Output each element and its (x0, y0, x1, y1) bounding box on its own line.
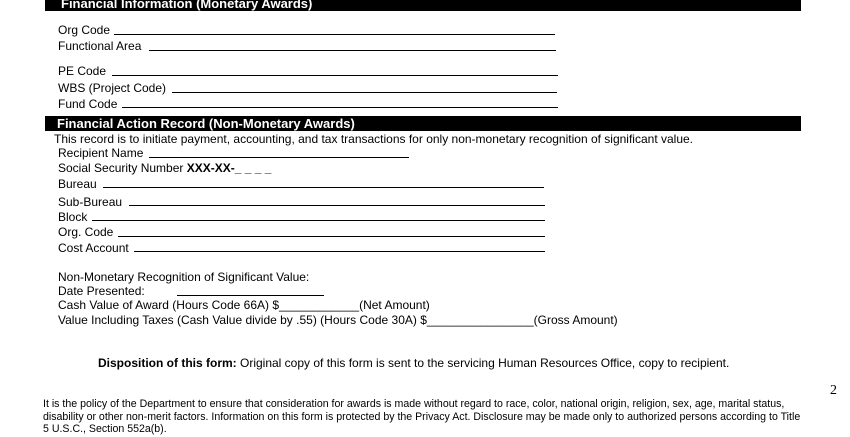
policy-statement: It is the policy of the Department to ensure that consideration for awards is made without regard to race, color, national origin, religion, sex, age, marital status, disability or other non-merit factors. Information on this form is protected by the Privacy Act. Disclosure may be made only to authorized persons according to Title 5 U.S.C., Section 552a(b). (43, 398, 801, 435)
ssn-row (58, 161, 271, 175)
ssn-value: XXX-XX-_ _ _ _ (186, 161, 272, 175)
disposition-label: Disposition of this form: (98, 356, 237, 370)
pe-code-field[interactable] (112, 75, 558, 76)
bureau-label: Bureau (58, 177, 97, 191)
org-code-nm-label: Org. Code (58, 225, 114, 239)
sub-bureau-field[interactable] (129, 205, 545, 206)
monetary-section-header: Financial Information (Monetary Awards) (45, 0, 801, 11)
bureau-field[interactable] (103, 187, 544, 188)
functional-area-label: Functional Area (58, 39, 142, 53)
cost-account-field[interactable] (134, 251, 545, 252)
disposition-note (98, 356, 729, 370)
date-presented-label: Date Presented: (58, 284, 145, 298)
recipient-name-field[interactable] (149, 157, 409, 158)
nonmonetary-section-header: Financial Action Record (Non-Monetary Awards) (45, 116, 801, 131)
functional-area-field[interactable] (149, 50, 556, 51)
recipient-name-label: Recipient Name (58, 146, 144, 160)
pe-code-label: PE Code (58, 64, 107, 78)
org-code-nm-field[interactable] (118, 236, 545, 237)
fund-code-label: Fund Code (58, 97, 118, 111)
value-incl-taxes-line: Value Including Taxes (Cash Value divide by .55) (Hours Code 30A) $________________(Gross Amount) (58, 313, 618, 327)
block-label: Block (58, 210, 88, 224)
org-code-label: Org Code (58, 23, 111, 37)
cash-value-line: Cash Value of Award (Hours Code 66A) $____________(Net Amount) (58, 298, 430, 312)
org-code-field[interactable] (114, 34, 555, 35)
ssn-label: Social Security Number (58, 161, 184, 175)
sub-bureau-label: Sub-Bureau (58, 195, 123, 209)
wbs-field[interactable] (172, 92, 557, 93)
page-number: 2 (830, 383, 837, 398)
recognition-title: Non-Monetary Recognition of Significant Value: (58, 270, 310, 284)
disposition-text: Original copy of this form is sent to the servicing Human Resources Office, copy to recipient. (236, 356, 730, 370)
cost-account-label: Cost Account (58, 241, 129, 255)
wbs-label: WBS (Project Code) (58, 81, 167, 95)
block-field[interactable] (92, 220, 545, 221)
nonmonetary-intro: This record is to initiate payment, accounting, and tax transactions for only non-monetary recognition of significant value. (54, 132, 694, 146)
date-presented-field[interactable] (177, 295, 324, 296)
fund-code-field[interactable] (122, 107, 558, 108)
